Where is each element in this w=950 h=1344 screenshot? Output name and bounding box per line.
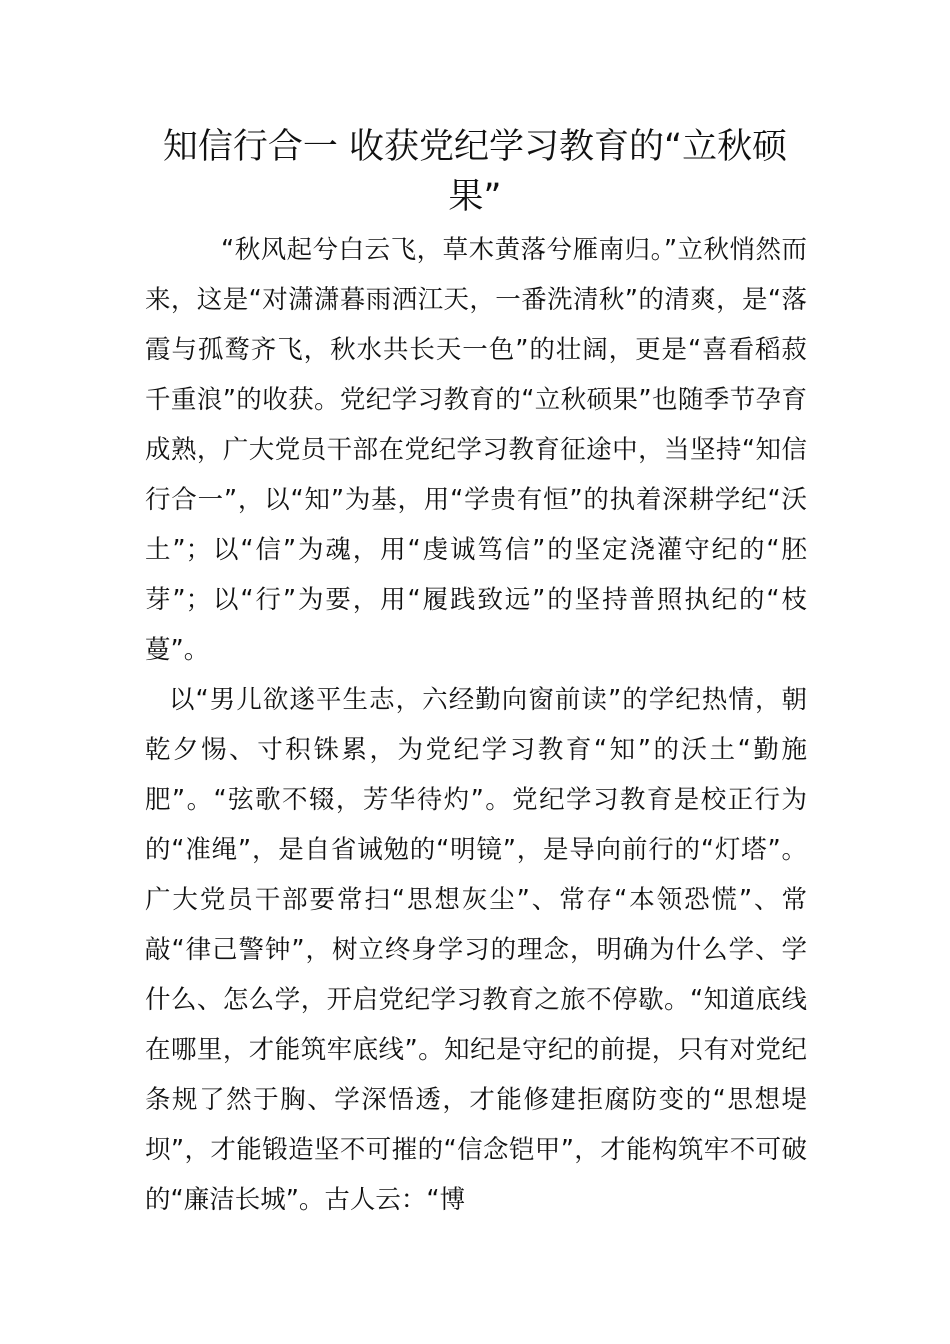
document-title: 知信行合一 收获党纪学习教育的“立秋硕果” <box>162 127 788 217</box>
paragraph-2: 以“男儿欲遂平生志，六经勤向窗前读”的学纪热情，朝乾夕惕、寸积铢累，为党纪学习教育“知”的沃土“勤施肥”。“弦歌不辍，芳华待灼”。党纪学习教育是校正行为的“准绳”，是自省诫勉的“明镜”，是导向前行的“灯塔”。广大党员干部要常扫“思想灰尘”、常存“本领恐慌”、常敲“律己警钟”，树立终身学习的理念，明确为什么学、学什么、怎么学，开启党纪学习教育之旅不停歇。“知道底线在哪里，才能筑牢底线”。知纪是守纪的前提，只有对党纪条规了然于胸、学深悟透，才能修建拒腐防变的“思想堤坝”，才能锻造坚不可摧的“信念铠甲”，才能构筑牢不可破的“廉洁长城”。古人云：“博 <box>145 685 807 1215</box>
paragraph-1: “秋风起兮白云飞，草木黄落兮雁南归。”立秋悄然而来，这是“对潇潇暮雨洒江天，一番洗清秋”的清爽，是“落霞与孤鹜齐飞，秋水共长天一色”的壮阔，更是“喜看稻菽千重浪”的收获。党纪学习教育的“立秋硕果”也随季节孕育成熟，广大党员干部在党纪学习教育征途中，当坚持“知信行合一”，以“知”为基，用“学贵有恒”的执着深耕学纪“沃土”；以“信”为魂，用“虔诚笃信”的坚定浇灌守纪的“胚芽”；以“行”为要，用“履践致远”的坚持普照执纪的“枝蔓”。 <box>145 235 807 665</box>
document-body <box>145 225 807 1225</box>
